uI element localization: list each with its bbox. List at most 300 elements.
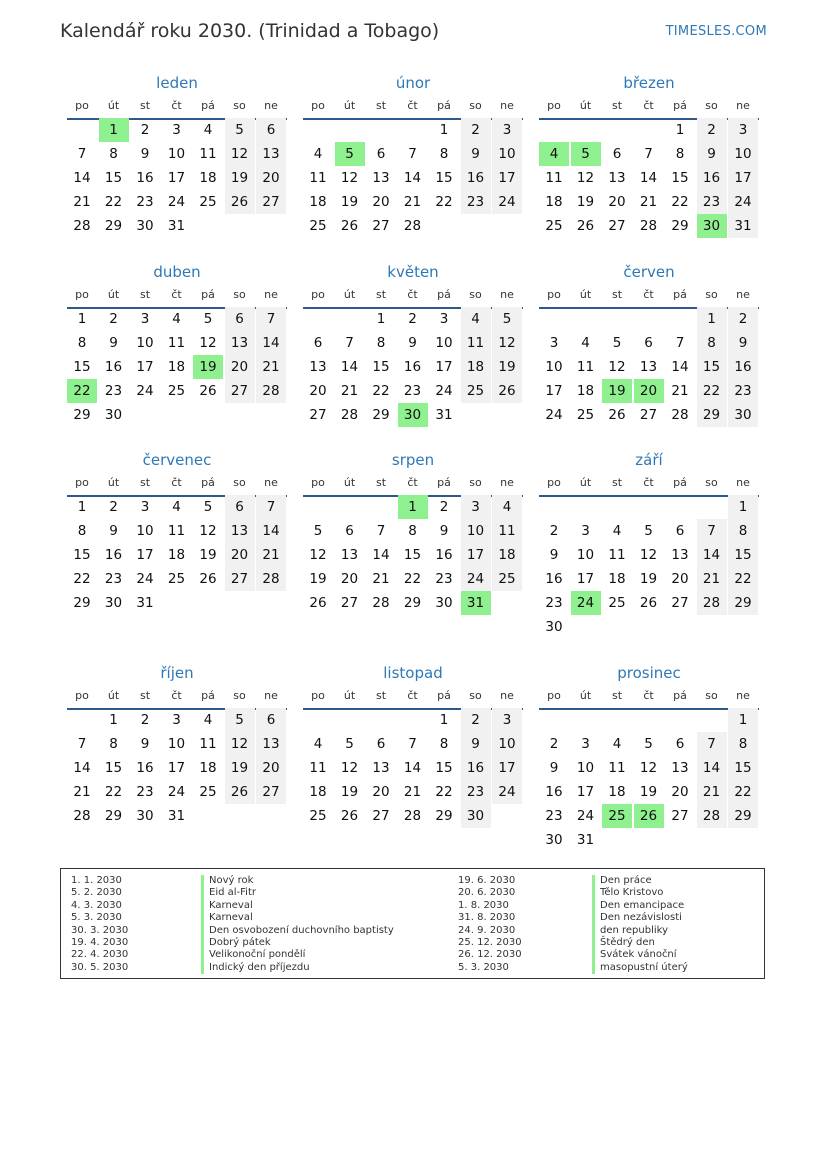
day-cell[interactable]: 16 — [136, 760, 154, 776]
day-cell[interactable]: 31 — [728, 214, 758, 238]
holiday-day-cell[interactable]: 1 — [99, 118, 129, 142]
day-cell[interactable]: 17 — [576, 784, 595, 800]
day-cell[interactable]: 6 — [345, 523, 354, 539]
day-cell[interactable]: 16 — [104, 359, 123, 375]
day-cell[interactable]: 12 — [608, 359, 626, 375]
day-cell[interactable]: 6 — [644, 335, 653, 351]
day-cell[interactable]: 11 — [309, 170, 327, 186]
day-cell[interactable]: 30 — [435, 595, 453, 611]
day-cell[interactable]: 26 — [340, 218, 359, 234]
day-cell[interactable]: 27 — [256, 780, 286, 804]
day-cell[interactable]: 7 — [345, 335, 354, 351]
day-cell[interactable]: 2 — [140, 122, 150, 138]
day-cell[interactable]: 1 — [697, 307, 727, 331]
day-cell[interactable]: 28 — [639, 218, 658, 234]
day-cell[interactable]: 15 — [104, 170, 123, 186]
day-cell[interactable]: 14 — [340, 359, 359, 375]
day-cell[interactable]: 21 — [256, 543, 286, 567]
day-cell[interactable]: 19 — [340, 194, 359, 210]
day-cell[interactable]: 13 — [372, 170, 390, 186]
day-cell[interactable]: 16 — [697, 166, 727, 190]
day-cell[interactable]: 3 — [172, 122, 181, 138]
day-cell[interactable]: 14 — [697, 756, 727, 780]
day-cell[interactable]: 8 — [109, 736, 118, 752]
day-cell[interactable]: 15 — [372, 359, 390, 375]
day-cell[interactable]: 4 — [203, 712, 213, 728]
day-cell[interactable]: 18 — [608, 784, 626, 800]
day-cell[interactable]: 3 — [172, 712, 181, 728]
day-cell[interactable]: 26 — [608, 407, 626, 423]
day-cell[interactable]: 14 — [403, 760, 422, 776]
day-cell[interactable]: 12 — [492, 331, 522, 355]
day-cell[interactable]: 16 — [545, 784, 563, 800]
day-cell[interactable]: 3 — [140, 311, 150, 327]
day-cell[interactable]: 1 — [439, 712, 449, 728]
day-cell[interactable]: 5 — [345, 736, 354, 752]
day-cell[interactable]: 25 — [199, 784, 217, 800]
day-cell[interactable]: 19 — [576, 194, 595, 210]
day-cell[interactable]: 29 — [435, 808, 453, 824]
day-cell[interactable]: 1 — [439, 122, 449, 138]
day-cell[interactable]: 25 — [167, 571, 186, 587]
day-cell[interactable]: 24 — [136, 383, 154, 399]
day-cell[interactable]: 25 — [608, 595, 626, 611]
day-cell[interactable]: 5 — [644, 523, 653, 539]
day-cell[interactable]: 15 — [728, 756, 758, 780]
day-cell[interactable]: 21 — [73, 194, 91, 210]
day-cell[interactable]: 19 — [225, 756, 255, 780]
day-cell[interactable]: 24 — [136, 571, 154, 587]
day-cell[interactable]: 8 — [697, 331, 727, 355]
day-cell[interactable]: 2 — [408, 311, 417, 327]
day-cell[interactable]: 23 — [104, 571, 123, 587]
day-cell[interactable]: 8 — [439, 146, 449, 162]
day-cell[interactable]: 23 — [545, 808, 563, 824]
day-cell[interactable]: 19 — [492, 355, 522, 379]
day-cell[interactable]: 26 — [225, 190, 255, 214]
day-cell[interactable]: 31 — [136, 595, 154, 611]
day-cell[interactable]: 6 — [313, 335, 323, 351]
day-cell[interactable]: 11 — [167, 335, 186, 351]
day-cell[interactable]: 7 — [77, 146, 87, 162]
holiday-day-cell[interactable]: 30 — [398, 403, 428, 427]
day-cell[interactable]: 27 — [608, 218, 626, 234]
day-cell[interactable]: 29 — [104, 218, 123, 234]
day-cell[interactable]: 27 — [671, 808, 689, 824]
day-cell[interactable]: 6 — [675, 736, 685, 752]
day-cell[interactable]: 26 — [340, 808, 359, 824]
day-cell[interactable]: 22 — [73, 571, 91, 587]
day-cell[interactable]: 17 — [167, 760, 186, 776]
day-cell[interactable]: 22 — [671, 194, 689, 210]
day-cell[interactable]: 25 — [461, 379, 491, 403]
day-cell[interactable]: 20 — [372, 194, 390, 210]
day-cell[interactable]: 28 — [256, 379, 286, 403]
day-cell[interactable]: 2 — [461, 708, 491, 732]
day-cell[interactable]: 9 — [461, 732, 491, 756]
day-cell[interactable]: 12 — [639, 547, 658, 563]
day-cell[interactable]: 1 — [77, 499, 87, 515]
day-cell[interactable]: 29 — [671, 218, 689, 234]
day-cell[interactable]: 9 — [109, 335, 118, 351]
day-cell[interactable]: 28 — [697, 591, 727, 615]
day-cell[interactable]: 23 — [136, 784, 154, 800]
day-cell[interactable]: 11 — [309, 760, 327, 776]
holiday-day-cell[interactable]: 5 — [335, 142, 365, 166]
holiday-day-cell[interactable]: 26 — [634, 804, 664, 828]
day-cell[interactable]: 3 — [492, 118, 522, 142]
day-cell[interactable]: 24 — [461, 567, 491, 591]
day-cell[interactable]: 13 — [340, 547, 359, 563]
day-cell[interactable]: 15 — [73, 359, 91, 375]
day-cell[interactable]: 14 — [403, 170, 422, 186]
day-cell[interactable]: 27 — [340, 595, 359, 611]
day-cell[interactable]: 4 — [172, 499, 181, 515]
day-cell[interactable]: 11 — [608, 760, 626, 776]
day-cell[interactable]: 8 — [728, 732, 758, 756]
day-cell[interactable]: 1 — [109, 712, 118, 728]
day-cell[interactable]: 10 — [492, 732, 522, 756]
day-cell[interactable]: 24 — [492, 190, 522, 214]
day-cell[interactable]: 9 — [408, 335, 417, 351]
day-cell[interactable]: 2 — [140, 712, 150, 728]
day-cell[interactable]: 16 — [545, 571, 563, 587]
day-cell[interactable]: 13 — [639, 359, 658, 375]
day-cell[interactable]: 3 — [581, 736, 590, 752]
day-cell[interactable]: 2 — [728, 307, 758, 331]
day-cell[interactable]: 17 — [136, 547, 154, 563]
day-cell[interactable]: 16 — [435, 547, 453, 563]
day-cell[interactable]: 18 — [545, 194, 563, 210]
day-cell[interactable]: 13 — [225, 519, 255, 543]
day-cell[interactable]: 22 — [104, 784, 123, 800]
day-cell[interactable]: 25 — [492, 567, 522, 591]
day-cell[interactable]: 17 — [435, 359, 453, 375]
day-cell[interactable]: 20 — [256, 166, 286, 190]
day-cell[interactable]: 5 — [492, 307, 522, 331]
day-cell[interactable]: 12 — [225, 142, 255, 166]
day-cell[interactable]: 30 — [461, 804, 491, 828]
day-cell[interactable]: 19 — [639, 571, 658, 587]
holiday-day-cell[interactable]: 1 — [398, 495, 428, 519]
day-cell[interactable]: 7 — [408, 146, 417, 162]
day-cell[interactable]: 2 — [461, 118, 491, 142]
day-cell[interactable]: 24 — [728, 190, 758, 214]
day-cell[interactable]: 23 — [403, 383, 422, 399]
day-cell[interactable]: 24 — [545, 407, 563, 423]
day-cell[interactable]: 16 — [461, 166, 491, 190]
day-cell[interactable]: 2 — [549, 736, 559, 752]
day-cell[interactable]: 12 — [340, 760, 359, 776]
day-cell[interactable]: 13 — [225, 331, 255, 355]
day-cell[interactable]: 11 — [461, 331, 491, 355]
day-cell[interactable]: 23 — [728, 379, 758, 403]
day-cell[interactable]: 6 — [376, 736, 386, 752]
day-cell[interactable]: 18 — [461, 355, 491, 379]
day-cell[interactable]: 30 — [136, 808, 154, 824]
day-cell[interactable]: 17 — [492, 166, 522, 190]
day-cell[interactable]: 13 — [608, 170, 626, 186]
day-cell[interactable]: 24 — [167, 784, 186, 800]
day-cell[interactable]: 26 — [199, 383, 217, 399]
day-cell[interactable]: 4 — [203, 122, 213, 138]
day-cell[interactable]: 25 — [545, 218, 563, 234]
day-cell[interactable]: 3 — [140, 499, 150, 515]
day-cell[interactable]: 8 — [675, 146, 685, 162]
day-cell[interactable]: 1 — [728, 495, 758, 519]
day-cell[interactable]: 22 — [403, 571, 422, 587]
day-cell[interactable]: 14 — [73, 760, 91, 776]
day-cell[interactable]: 27 — [256, 190, 286, 214]
day-cell[interactable]: 7 — [697, 732, 727, 756]
day-cell[interactable]: 1 — [675, 122, 685, 138]
day-cell[interactable]: 2 — [697, 118, 727, 142]
day-cell[interactable]: 22 — [435, 784, 453, 800]
holiday-day-cell[interactable]: 5 — [571, 142, 601, 166]
day-cell[interactable]: 15 — [435, 760, 453, 776]
day-cell[interactable]: 6 — [612, 146, 622, 162]
day-cell[interactable]: 29 — [73, 595, 91, 611]
day-cell[interactable]: 27 — [225, 567, 255, 591]
day-cell[interactable]: 3 — [461, 495, 491, 519]
day-cell[interactable]: 25 — [309, 218, 327, 234]
day-cell[interactable]: 29 — [728, 591, 758, 615]
day-cell[interactable]: 8 — [77, 523, 87, 539]
day-cell[interactable]: 11 — [199, 146, 217, 162]
day-cell[interactable]: 30 — [728, 403, 758, 427]
day-cell[interactable]: 20 — [340, 571, 359, 587]
day-cell[interactable]: 1 — [728, 708, 758, 732]
day-cell[interactable]: 9 — [439, 523, 449, 539]
day-cell[interactable]: 18 — [167, 547, 186, 563]
day-cell[interactable]: 12 — [309, 547, 327, 563]
day-cell[interactable]: 11 — [167, 523, 186, 539]
day-cell[interactable]: 17 — [461, 543, 491, 567]
day-cell[interactable]: 1 — [77, 311, 87, 327]
day-cell[interactable]: 18 — [167, 359, 186, 375]
day-cell[interactable]: 19 — [639, 784, 658, 800]
day-cell[interactable]: 30 — [104, 595, 123, 611]
day-cell[interactable]: 8 — [109, 146, 118, 162]
day-cell[interactable]: 20 — [372, 784, 390, 800]
day-cell[interactable]: 4 — [492, 495, 522, 519]
day-cell[interactable]: 12 — [576, 170, 595, 186]
day-cell[interactable]: 11 — [545, 170, 563, 186]
day-cell[interactable]: 3 — [439, 311, 449, 327]
day-cell[interactable]: 19 — [225, 166, 255, 190]
day-cell[interactable]: 11 — [608, 547, 626, 563]
day-cell[interactable]: 7 — [256, 307, 286, 331]
day-cell[interactable]: 6 — [256, 118, 286, 142]
day-cell[interactable]: 23 — [461, 190, 491, 214]
day-cell[interactable]: 22 — [697, 379, 727, 403]
day-cell[interactable]: 3 — [728, 118, 758, 142]
day-cell[interactable]: 23 — [545, 595, 563, 611]
day-cell[interactable]: 24 — [167, 194, 186, 210]
day-cell[interactable]: 16 — [403, 359, 422, 375]
day-cell[interactable]: 21 — [697, 567, 727, 591]
day-cell[interactable]: 31 — [435, 407, 453, 423]
day-cell[interactable]: 18 — [492, 543, 522, 567]
day-cell[interactable]: 6 — [225, 307, 255, 331]
day-cell[interactable]: 18 — [199, 170, 217, 186]
day-cell[interactable]: 9 — [549, 760, 559, 776]
day-cell[interactable]: 16 — [461, 756, 491, 780]
day-cell[interactable]: 11 — [199, 736, 217, 752]
day-cell[interactable]: 9 — [109, 523, 118, 539]
day-cell[interactable]: 21 — [697, 780, 727, 804]
day-cell[interactable]: 19 — [309, 571, 327, 587]
day-cell[interactable]: 30 — [545, 619, 563, 635]
day-cell[interactable]: 5 — [644, 736, 653, 752]
day-cell[interactable]: 27 — [671, 595, 689, 611]
day-cell[interactable]: 31 — [167, 218, 186, 234]
day-cell[interactable]: 5 — [203, 499, 213, 515]
day-cell[interactable]: 21 — [372, 571, 390, 587]
day-cell[interactable]: 24 — [492, 780, 522, 804]
day-cell[interactable]: 7 — [675, 335, 685, 351]
day-cell[interactable]: 5 — [225, 708, 255, 732]
day-cell[interactable]: 18 — [309, 194, 327, 210]
day-cell[interactable]: 11 — [576, 359, 595, 375]
day-cell[interactable]: 4 — [313, 146, 323, 162]
day-cell[interactable]: 17 — [576, 571, 595, 587]
day-cell[interactable]: 28 — [671, 407, 689, 423]
day-cell[interactable]: 31 — [576, 832, 595, 848]
day-cell[interactable]: 26 — [639, 595, 658, 611]
day-cell[interactable]: 10 — [461, 519, 491, 543]
day-cell[interactable]: 12 — [340, 170, 359, 186]
holiday-day-cell[interactable]: 22 — [67, 379, 97, 403]
day-cell[interactable]: 2 — [549, 523, 559, 539]
day-cell[interactable]: 29 — [104, 808, 123, 824]
day-cell[interactable]: 26 — [576, 218, 595, 234]
day-cell[interactable]: 16 — [136, 170, 154, 186]
day-cell[interactable]: 28 — [372, 595, 390, 611]
day-cell[interactable]: 13 — [671, 547, 689, 563]
day-cell[interactable]: 17 — [728, 166, 758, 190]
holiday-day-cell[interactable]: 20 — [634, 379, 664, 403]
day-cell[interactable]: 15 — [73, 547, 91, 563]
day-cell[interactable]: 3 — [549, 335, 559, 351]
day-cell[interactable]: 30 — [104, 407, 123, 423]
holiday-day-cell[interactable]: 31 — [461, 591, 491, 615]
day-cell[interactable]: 15 — [403, 547, 422, 563]
day-cell[interactable]: 22 — [372, 383, 390, 399]
day-cell[interactable]: 10 — [167, 146, 186, 162]
day-cell[interactable]: 13 — [372, 760, 390, 776]
day-cell[interactable]: 18 — [199, 760, 217, 776]
day-cell[interactable]: 6 — [225, 495, 255, 519]
day-cell[interactable]: 23 — [697, 190, 727, 214]
day-cell[interactable]: 10 — [576, 760, 595, 776]
day-cell[interactable]: 21 — [671, 383, 689, 399]
day-cell[interactable]: 31 — [167, 808, 186, 824]
day-cell[interactable]: 7 — [256, 495, 286, 519]
day-cell[interactable]: 27 — [225, 379, 255, 403]
day-cell[interactable]: 9 — [140, 146, 150, 162]
day-cell[interactable]: 15 — [435, 170, 453, 186]
day-cell[interactable]: 13 — [671, 760, 689, 776]
day-cell[interactable]: 12 — [199, 523, 217, 539]
day-cell[interactable]: 20 — [608, 194, 626, 210]
holiday-day-cell[interactable]: 19 — [193, 355, 223, 379]
day-cell[interactable]: 26 — [225, 780, 255, 804]
day-cell[interactable]: 14 — [256, 519, 286, 543]
day-cell[interactable]: 2 — [109, 499, 118, 515]
day-cell[interactable]: 13 — [256, 732, 286, 756]
day-cell[interactable]: 13 — [309, 359, 327, 375]
day-cell[interactable]: 10 — [136, 523, 154, 539]
day-cell[interactable]: 25 — [309, 808, 327, 824]
day-cell[interactable]: 10 — [728, 142, 758, 166]
day-cell[interactable]: 29 — [403, 595, 422, 611]
day-cell[interactable]: 28 — [73, 808, 91, 824]
day-cell[interactable]: 23 — [435, 571, 453, 587]
day-cell[interactable]: 21 — [403, 194, 422, 210]
day-cell[interactable]: 19 — [340, 784, 359, 800]
day-cell[interactable]: 17 — [167, 170, 186, 186]
day-cell[interactable]: 8 — [77, 335, 87, 351]
day-cell[interactable]: 17 — [492, 756, 522, 780]
day-cell[interactable]: 4 — [313, 736, 323, 752]
day-cell[interactable]: 21 — [403, 784, 422, 800]
day-cell[interactable]: 6 — [256, 708, 286, 732]
day-cell[interactable]: 3 — [581, 523, 590, 539]
day-cell[interactable]: 18 — [309, 784, 327, 800]
day-cell[interactable]: 16 — [104, 547, 123, 563]
day-cell[interactable]: 19 — [199, 547, 217, 563]
day-cell[interactable]: 4 — [581, 335, 590, 351]
day-cell[interactable]: 15 — [104, 760, 123, 776]
day-cell[interactable]: 23 — [104, 383, 123, 399]
day-cell[interactable]: 26 — [309, 595, 327, 611]
day-cell[interactable]: 14 — [671, 359, 689, 375]
day-cell[interactable]: 25 — [576, 407, 595, 423]
day-cell[interactable]: 20 — [671, 784, 689, 800]
day-cell[interactable]: 7 — [697, 519, 727, 543]
day-cell[interactable]: 21 — [639, 194, 658, 210]
day-cell[interactable]: 13 — [256, 142, 286, 166]
day-cell[interactable]: 30 — [136, 218, 154, 234]
day-cell[interactable]: 10 — [576, 547, 595, 563]
day-cell[interactable]: 16 — [728, 355, 758, 379]
day-cell[interactable]: 4 — [172, 311, 181, 327]
day-cell[interactable]: 21 — [256, 355, 286, 379]
day-cell[interactable]: 24 — [435, 383, 453, 399]
day-cell[interactable]: 15 — [728, 543, 758, 567]
day-cell[interactable]: 5 — [313, 523, 323, 539]
day-cell[interactable]: 14 — [372, 547, 390, 563]
day-cell[interactable]: 7 — [77, 736, 87, 752]
day-cell[interactable]: 2 — [109, 311, 118, 327]
day-cell[interactable]: 10 — [492, 142, 522, 166]
day-cell[interactable]: 14 — [256, 331, 286, 355]
day-cell[interactable]: 20 — [309, 383, 327, 399]
day-cell[interactable]: 10 — [435, 335, 453, 351]
day-cell[interactable]: 28 — [697, 804, 727, 828]
day-cell[interactable]: 29 — [697, 403, 727, 427]
holiday-day-cell[interactable]: 19 — [602, 379, 632, 403]
day-cell[interactable]: 24 — [576, 808, 595, 824]
day-cell[interactable]: 14 — [639, 170, 658, 186]
day-cell[interactable]: 12 — [639, 760, 658, 776]
day-cell[interactable]: 20 — [225, 543, 255, 567]
day-cell[interactable]: 28 — [73, 218, 91, 234]
day-cell[interactable]: 5 — [612, 335, 622, 351]
day-cell[interactable]: 23 — [461, 780, 491, 804]
day-cell[interactable]: 27 — [309, 407, 327, 423]
